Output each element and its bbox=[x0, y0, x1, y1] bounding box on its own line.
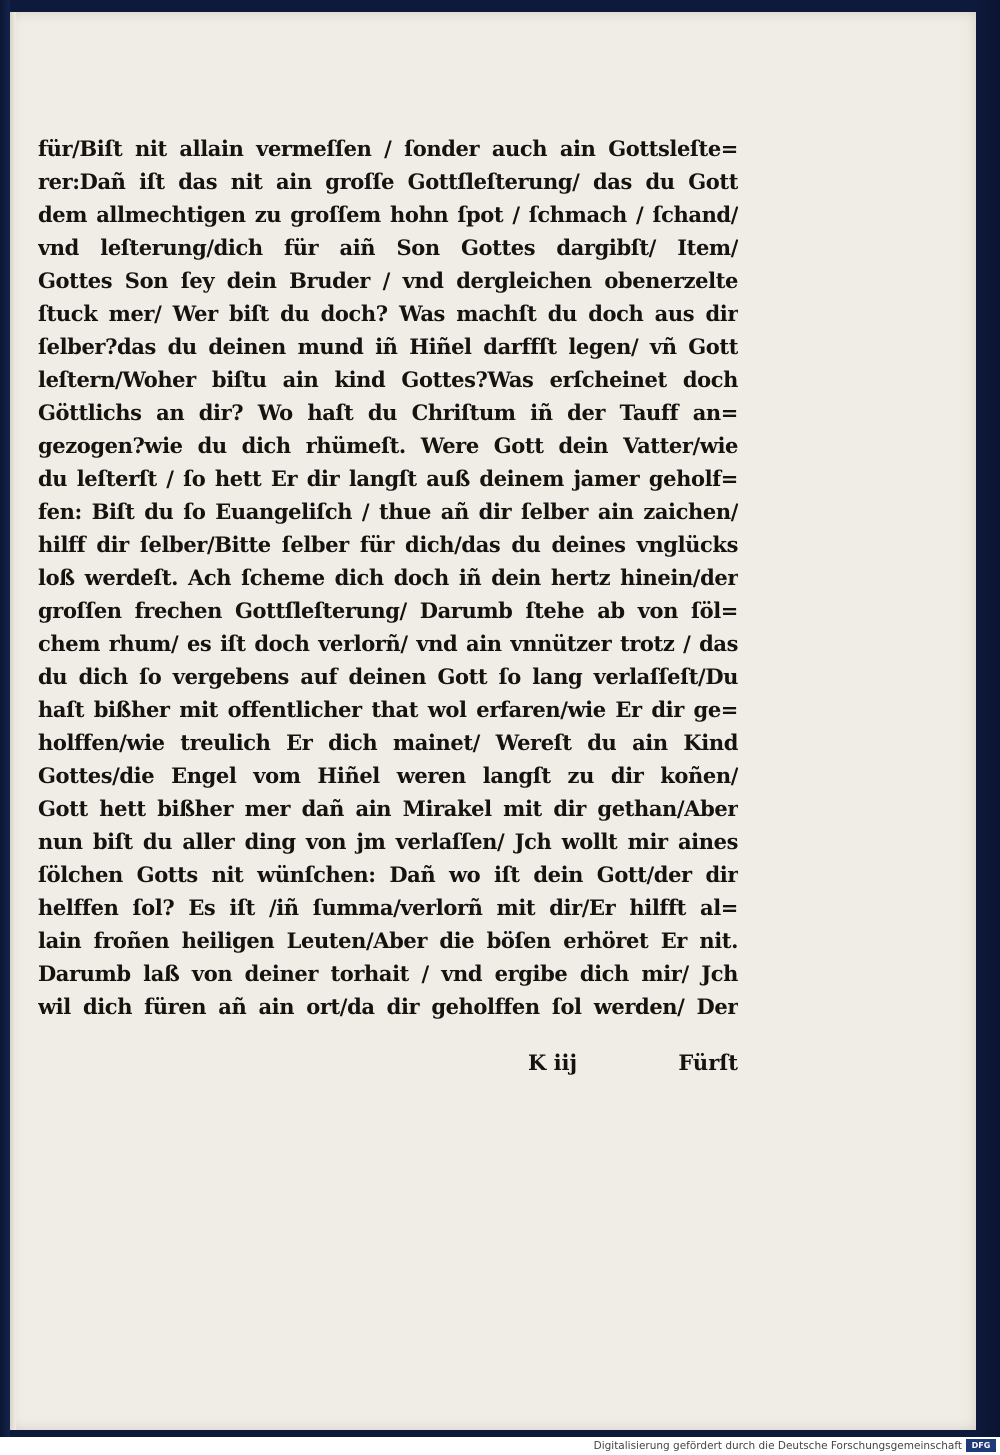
text-line: Gottes Son ſey dein Bruder / vnd dergleichen obenerzelte bbox=[38, 268, 738, 293]
text-line: helffen ſol? Es iſt /iñ ſumma/verlorñ mit dir/Er hilfft al= bbox=[38, 895, 738, 920]
text-line: ſelber?das du deinen mund iñ Hiñel darffſt legen/ vñ Gott bbox=[38, 334, 738, 359]
page-gutter-shadow bbox=[10, 12, 16, 1430]
text-line: ſölchen Gotts nit wünſchen: Dañ wo iſt dein Gott/der dir bbox=[38, 862, 738, 887]
page-foot-row bbox=[38, 1046, 738, 1079]
text-line: holffen/wie treulich Er dich mainet/ Wereſt du ain Kind bbox=[38, 730, 738, 755]
page-text-block bbox=[38, 132, 738, 1023]
text-line: Gott hett bißher mer dañ ain Mirakel mit dir gethan/Aber bbox=[38, 796, 738, 821]
book-page bbox=[10, 12, 976, 1430]
catchword: Fürſt bbox=[678, 1050, 738, 1075]
text-line: vnd leſterung/dich für aiñ Son Gottes dargibſt/ Item/ bbox=[38, 235, 738, 260]
text-line: du dich ſo vergebens auf deinen Gott ſo lang verlaſſeſt/Du bbox=[38, 664, 738, 689]
text-line: fen: Biſt du ſo Euangeliſch / thue añ dir ſelber ain zaichen/ bbox=[38, 499, 738, 524]
digitization-footer bbox=[0, 1437, 1000, 1455]
text-line: rer:Dañ iſt das nit ain groſſe Gottſleſterung/ das du Gott bbox=[38, 169, 738, 194]
text-line: wil dich füren añ ain ort/da dir geholffen ſol werden/ Der bbox=[38, 994, 738, 1019]
text-line: haſt bißher mit offentlicher that wol erfaren/wie Er dir ge= bbox=[38, 697, 738, 722]
dfg-logo: DFG bbox=[966, 1439, 996, 1452]
text-line: hilff dir ſelber/Bitte ſelber für dich/das du deines vnglücks bbox=[38, 532, 738, 557]
text-line: lain froñen heiligen Leuten/Aber die böſen erhöret Er nit. bbox=[38, 928, 738, 953]
text-line: Gottes/die Engel vom Hiñel weren langſt zu dir koñen/ bbox=[38, 763, 738, 788]
text-line: groſſen frechen Gottſleſterung/ Darumb ſtehe ab von ſöl= bbox=[38, 598, 738, 623]
text-line: gezogen?wie du dich rhümeſt. Were Gott dein Vatter/wie bbox=[38, 433, 738, 458]
funding-credit: Digitalisierung gefördert durch die Deutsche Forschungsgemeinschaft bbox=[593, 1440, 962, 1452]
text-line: ſtuck mer/ Wer biſt du doch? Was machſt du doch aus dir bbox=[38, 301, 738, 326]
text-line: Göttlichs an dir? Wo haſt du Chriſtum iñ der Tauff an= bbox=[38, 400, 738, 425]
text-line: leſtern/Woher biſtu ain kind Gottes?Was erſcheinet doch bbox=[38, 367, 738, 392]
text-line: nun biſt du aller ding von jm verlaſſen/ Jch wollt mir aines bbox=[38, 829, 738, 854]
text-line: du leſterſt / ſo hett Er dir langſt auß deinem jamer geholf= bbox=[38, 466, 738, 491]
text-line: loß werdeſt. Ach ſcheme dich doch iñ dein hertz hinein/der bbox=[38, 565, 738, 590]
text-line: für/Biſt nit allain vermeſſen / ſonder auch ain Gottsleſte= bbox=[38, 136, 738, 161]
scan-right-edge bbox=[976, 0, 1000, 1437]
scan-left-edge bbox=[0, 0, 10, 1437]
text-line: chem rhum/ es iſt doch verlorñ/ vnd ain vnnützer trotz / das bbox=[38, 631, 738, 656]
text-line: Darumb laß von deiner torhait / vnd ergibe dich mir/ Jch bbox=[38, 961, 738, 986]
text-line: dem allmechtigen zu groſſem hohn ſpot / ſchmach / ſchand/ bbox=[38, 202, 738, 227]
signature-mark: K iij bbox=[528, 1050, 578, 1075]
